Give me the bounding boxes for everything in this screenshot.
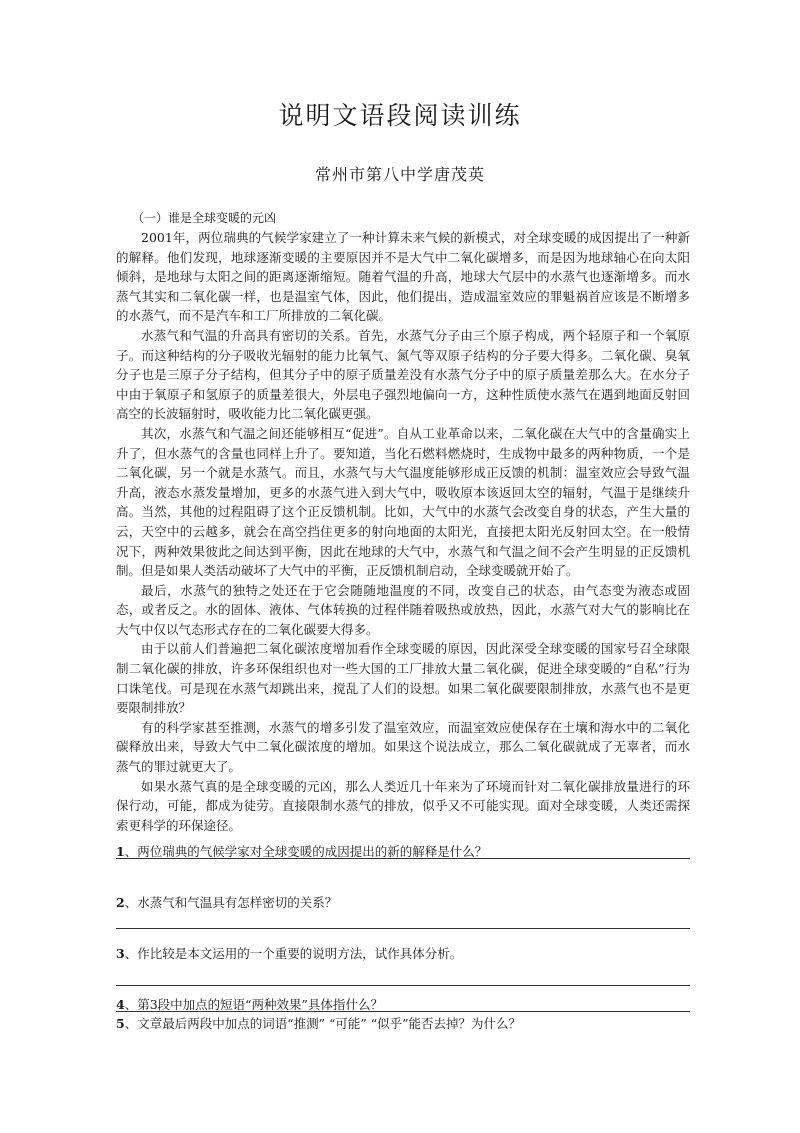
- author-line: 常州市第八中学唐茂英: [314, 165, 485, 184]
- question-text: 、文章最后两段中加点的词语“推测” “可能” “似乎”能否去掉？为什么？: [124, 1016, 521, 1031]
- paragraph-3: 其次，水蒸气和气温之间还能够相互“促进”。自从工业革命以来，二氧化碳在大气中的含量确实上升了，但水蒸气的含量也同样上升了。要知道，当化石燃料燃烧时，生成物中最多的两种物质，一个是二氧化碳，另一个就是水蒸气。而且，水蒸气与大气温度能够形成正反馈的机制：温室效应会导致气温升高，液态水蒸发量增加，更多的水蒸气进入到大气中，吸收原本该返回太空的辐射，气温于是继续升高。当然，其他的过程阻碍了这个正反馈机制。比如，大气中的水蒸气会改变自身的状态，产生大量的云，天空中的云越多，就会在高空挡住更多的射向地面的太阳光，直接把太阳光反射回太空。在一般情况下，两种效果彼此之间达到平衡，因此在地球的大气中，水蒸气和气温之间不会产生明显的正反馈机制。但是如果人类活动破坏了大气中的平衡，正反馈机制启动，全球变暖就开始了。: [116, 425, 690, 579]
- paragraph-5: 由于以前人们普遍把二氧化碳浓度增加看作全球变暖的原因，因此深受全球变暖的国家号召全球限制二氧化碳的排放，许多环保组织也对一些大国的工厂排放大量二氧化碳，促进全球变暖的“自私”行为口诛笔伐。可是现在水蒸气却跳出来，搅乱了人们的设想。如果二氧化碳要限制排放，水蒸气也不是更要限制排放？: [116, 641, 690, 716]
- question-5: [116, 1014, 690, 1032]
- question-3: [116, 944, 690, 962]
- question-number: 1: [116, 844, 125, 859]
- answer-line-2: [116, 928, 690, 929]
- question-number: 4: [116, 997, 125, 1012]
- answer-line-4: [116, 1011, 690, 1012]
- question-number: 2: [116, 895, 125, 910]
- answer-line-3: [116, 985, 690, 986]
- question-2: [116, 893, 690, 911]
- question-text: 、水蒸气和气温具有怎样密切的关系？: [124, 895, 338, 910]
- page-title: 说明文语段阅读训练: [278, 101, 522, 130]
- paragraph-7: 如果水蒸气真的是全球变暖的元凶，那么人类近几十年来为了环境而针对二氧化碳排放量进行的环保行动，可能，都成为徒劳。直接限制水蒸气的排放，似乎又不可能实现。面对全球变暖，人类还需探索更科学的环保途径。: [116, 778, 690, 833]
- answer-line-1: [116, 858, 690, 859]
- question-text: 、作比较是本文运用的一个重要的说明方法，试作具体分析。: [124, 946, 463, 961]
- question-number: 5: [116, 1016, 125, 1031]
- section-heading: （一）谁是全球变暖的元凶: [132, 211, 277, 225]
- article-body: [116, 228, 690, 835]
- question-number: 3: [116, 946, 125, 961]
- paragraph-2: 水蒸气和气温的升高具有密切的关系。首先，水蒸气分子由三个原子构成，两个轻原子和一个氧原子。而这种结构的分子吸收光辐射的能力比氧气、氮气等双原子结构的分子要大得多。二氧化碳、臭氧分子也是三原子分子结构，但其分子中的原子质量差没有水蒸气分子中的原子质量差那么大。在水分子中由于氧原子和氢原子的质量差很大，外层电子强烈地偏向一方，这种性质使水蒸气在遇到地面反射回高空的长波辐射时，吸收能力比二氧化碳更强。: [116, 327, 690, 422]
- question-text: 、第3段中加点的短语“两种效果”具体指什么？: [124, 997, 383, 1012]
- question-text: 、两位瑞典的气候学家对全球变暖的成因提出的新的解释是什么？: [124, 844, 488, 859]
- paragraph-1: 2001年，两位瑞典的气候学家建立了一种计算未来气候的新模式，对全球变暖的成因提出了一种新的解释。他们发现，地球逐渐变暖的主要原因并不是大气中二氧化碳增多，而是因为地球轴心在向太阳倾斜，是地球与太阳之间的距离逐渐缩短。随着气温的升高，地球大气层中的水蒸气也逐渐增多。而水蒸气其实和二氧化碳一样，也是温室气体，因此，他们提出，造成温室效应的罪魁祸首应该是不断增多的水蒸气，而不是汽车和工厂所排放的二氧化碳。: [116, 230, 690, 324]
- paragraph-6: 有的科学家甚至推测，水蒸气的增多引发了温室效应，而温室效应使保存在土壤和海水中的二氧化碳释放出来，导致大气中二氧化碳浓度的增加。如果这个说法成立，那么二氧化碳就成了无辜者，而水蒸气的罪过就更大了。: [116, 719, 690, 775]
- paragraph-4: 最后，水蒸气的独特之处还在于它会随随地温度的不同，改变自己的状态，由气态变为液态或固态，或者反之。水的固体、液体、气体转换的过程伴随着吸热或放热，因此，水蒸气对大气的影响比在大气中仅以气态形式存在的二氧化碳要大得多。: [116, 582, 690, 637]
